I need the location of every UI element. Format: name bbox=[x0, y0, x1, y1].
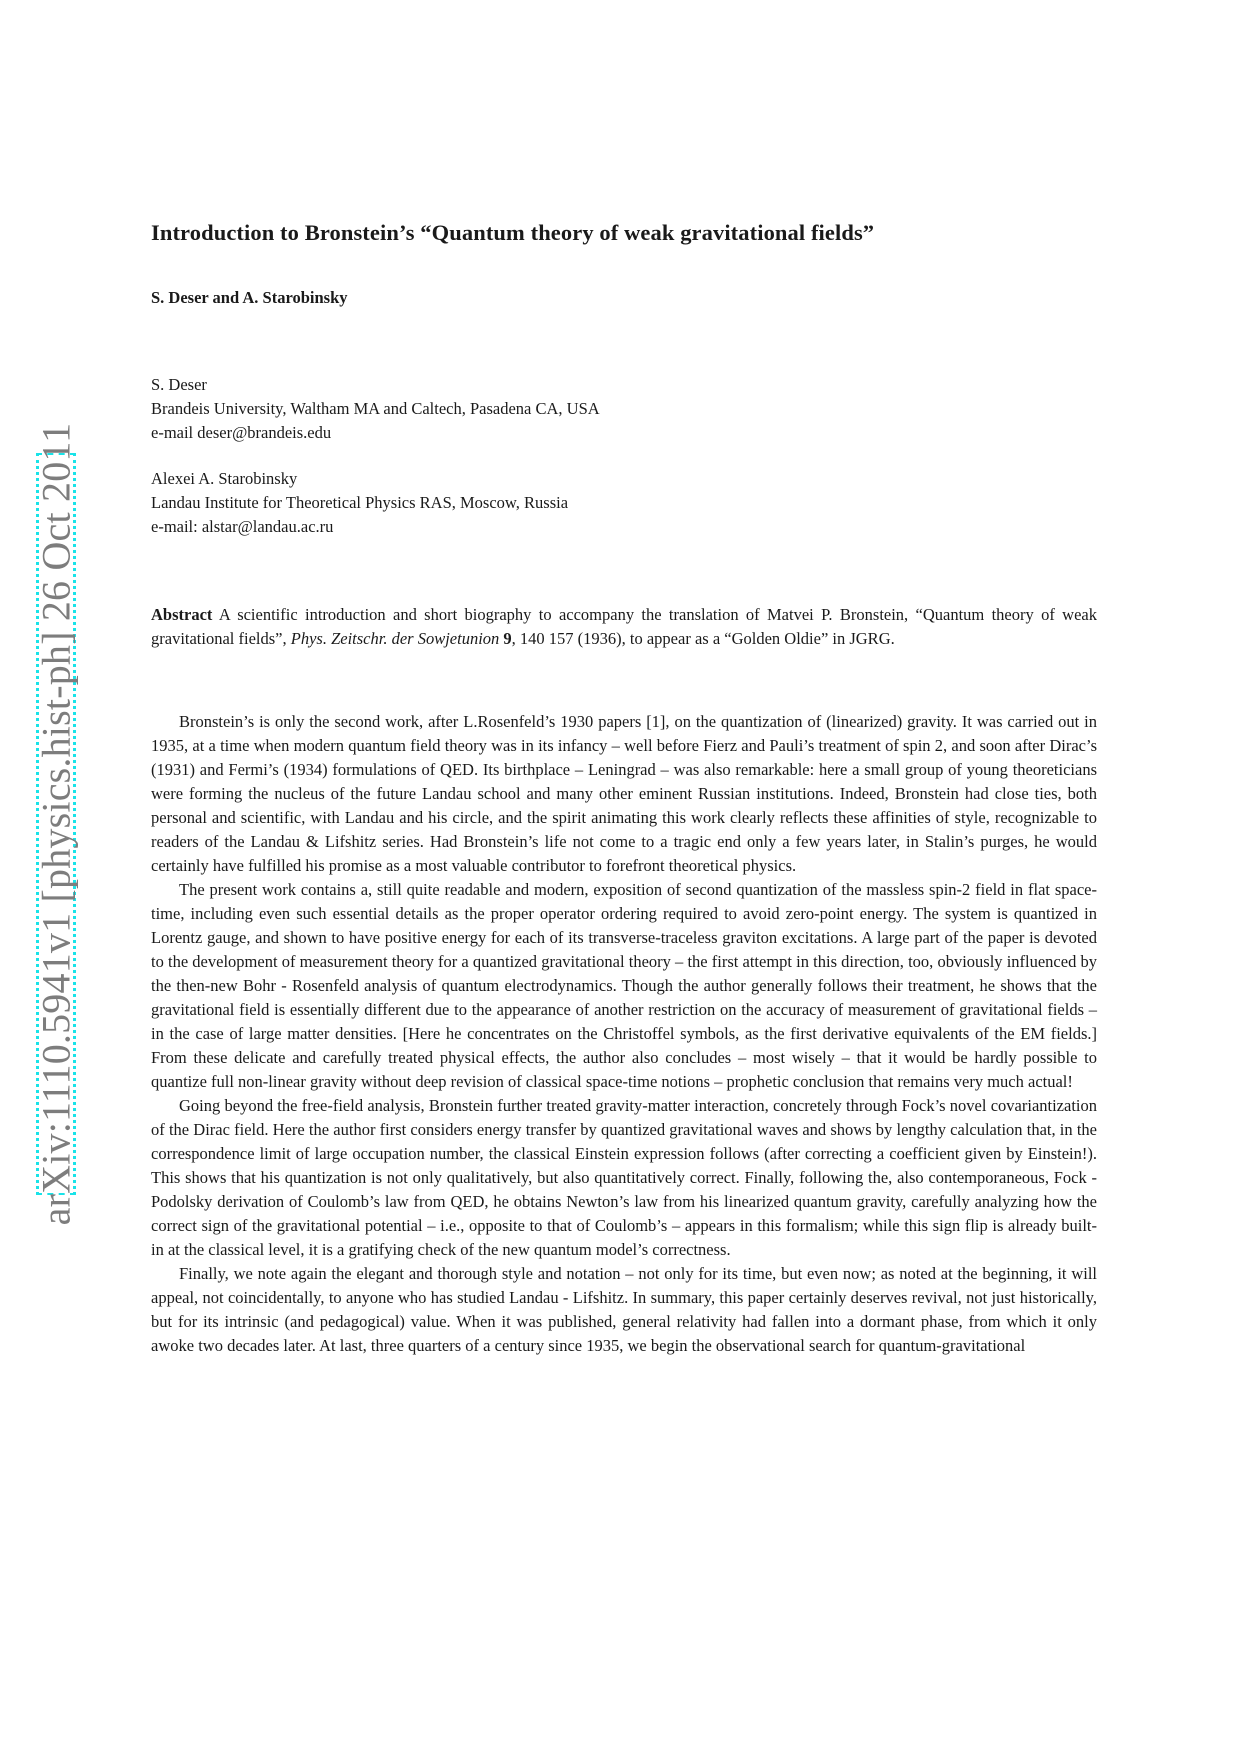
author-name: S. Deser bbox=[151, 375, 207, 394]
affiliation-starobinsky bbox=[151, 467, 568, 539]
abstract-label: Abstract bbox=[151, 605, 213, 624]
paragraph-3: Going beyond the free-field analysis, Bronstein further treated gravity-matter interaction, concretely through Fock’s novel covariantization of the Dirac field. Here the author first considers energy transfer by quantized gravitational waves and shows by lengthy calculation that, in the correspondence limit of large occupation number, the classical Einstein expression follows (after correcting a coefficient given by Einstein!). This shows that his quantization is not only qualitatively, but also quantitatively correct. Finally, following the, also contemporaneous, Fock - Podolsky derivation of Coulomb’s law from QED, he obtains Newton’s law from his linearized quantum gravity, carefully analyzing how the correct sign of the gravitational potential – i.e., opposite to that of Coulomb’s – appears in this formalism; while this sign flip is already built-in at the classical level, it is a gratifying check of the new quantum model’s correctness. bbox=[151, 1096, 1097, 1259]
abstract-journal: Phys. Zeitschr. der Sowjetunion bbox=[290, 629, 500, 648]
author-institution: Brandeis University, Waltham MA and Caltech, Pasadena CA, USA bbox=[151, 399, 600, 418]
paragraph-1: Bronstein’s is only the second work, after L.Rosenfeld’s 1930 papers [1], on the quantization of (linearized) gravity. It was carried out in 1935, at a time when modern quantum field theory was in its infancy – well before Fierz and Pauli’s treatment of spin 2, and soon after Dirac’s (1931) and Fermi’s (1934) formulations of QED. Its birthplace – Leningrad – was also remarkable: here a small group of young theoreticians were forming the nucleus of the future Landau school and many other eminent Russian institutions. Indeed, Bronstein had close ties, both personal and scientific, with Landau and his circle, and the spirit animating this work clearly reflects these affinities of style, recognizable to readers of the Landau & Lifshitz series. Had Bronstein’s life not come to a tragic end only a few years later, in Stalin’s purges, he would certainly have fulfilled his promise as a most valuable contributor to forefront theoretical physics. bbox=[151, 712, 1097, 875]
authors-line: S. Deser and A. Starobinsky bbox=[151, 288, 348, 307]
author-institution: Landau Institute for Theoretical Physics RAS, Moscow, Russia bbox=[151, 493, 569, 512]
abstract-text-2: , 140 157 (1936), to appear as a “Golden Oldie” in JGRG. bbox=[511, 629, 895, 648]
author-name: Alexei A. Starobinsky bbox=[151, 469, 298, 488]
author-email: e-mail: alstar@landau.ac.ru bbox=[151, 517, 334, 536]
abstract-volume: 9 bbox=[503, 629, 512, 648]
affiliation-deser bbox=[151, 373, 600, 445]
body-text bbox=[151, 710, 1097, 1358]
abstract-text-1: A scientific introduction and short biography to accompany the translation of Matvei P. Bronstein, “Quantum theory of weak gravitational fields”, bbox=[151, 605, 1097, 648]
author-email: e-mail deser@brandeis.edu bbox=[151, 423, 332, 442]
paragraph-2: The present work contains a, still quite readable and modern, exposition of second quantization of the massless spin-2 field in flat space-time, including even such essential details as the proper operator ordering required to avoid zero-point energy. The system is quantized in Lorentz gauge, and shown to have positive energy for each of its transverse-traceless graviton excitations. A large part of the paper is devoted to the development of measurement theory for a quantized gravitational theory – the first attempt in this direction, too, obviously influenced by the then-new Bohr - Rosenfeld analysis of quantum electrodynamics. Though the author generally follows their treatment, he shows that the gravitational field is essentially different due to the appearance of another restriction on the accuracy of measurement of gravitational fields – in the case of large matter densities. [Here he concentrates on the Christoffel symbols, as the first derivative equivalents of the EM fields.] From these delicate and carefully treated physical effects, the author also concludes – most wisely – that it would be hardly possible to quantize full non-linear gravity without deep revision of classical space-time notions – prophetic conclusion that remains very much actual! bbox=[151, 880, 1097, 1091]
abstract bbox=[151, 603, 1097, 651]
paper-title: Introduction to Bronstein’s “Quantum theory of weak gravitational fields” bbox=[151, 220, 875, 245]
arxiv-margin-stamp bbox=[33, 422, 79, 1226]
arxiv-identifier: arXiv:1110.5941v1 [physics.hist-ph] 26 Oct 2011 bbox=[33, 422, 79, 1226]
paragraph-4: Finally, we note again the elegant and thorough style and notation – not only for its time, but even now; as noted at the beginning, it will appeal, not coincidentally, to anyone who has studied Landau - Lifshitz. In summary, this paper certainly deserves revival, not just historically, but for its intrinsic (and pedagogical) value. When it was published, general relativity had fallen into a dormant phase, from which it only awoke two decades later. At last, three quarters of a century since 1935, we begin the observational search for quantum-gravitational bbox=[151, 1264, 1097, 1355]
